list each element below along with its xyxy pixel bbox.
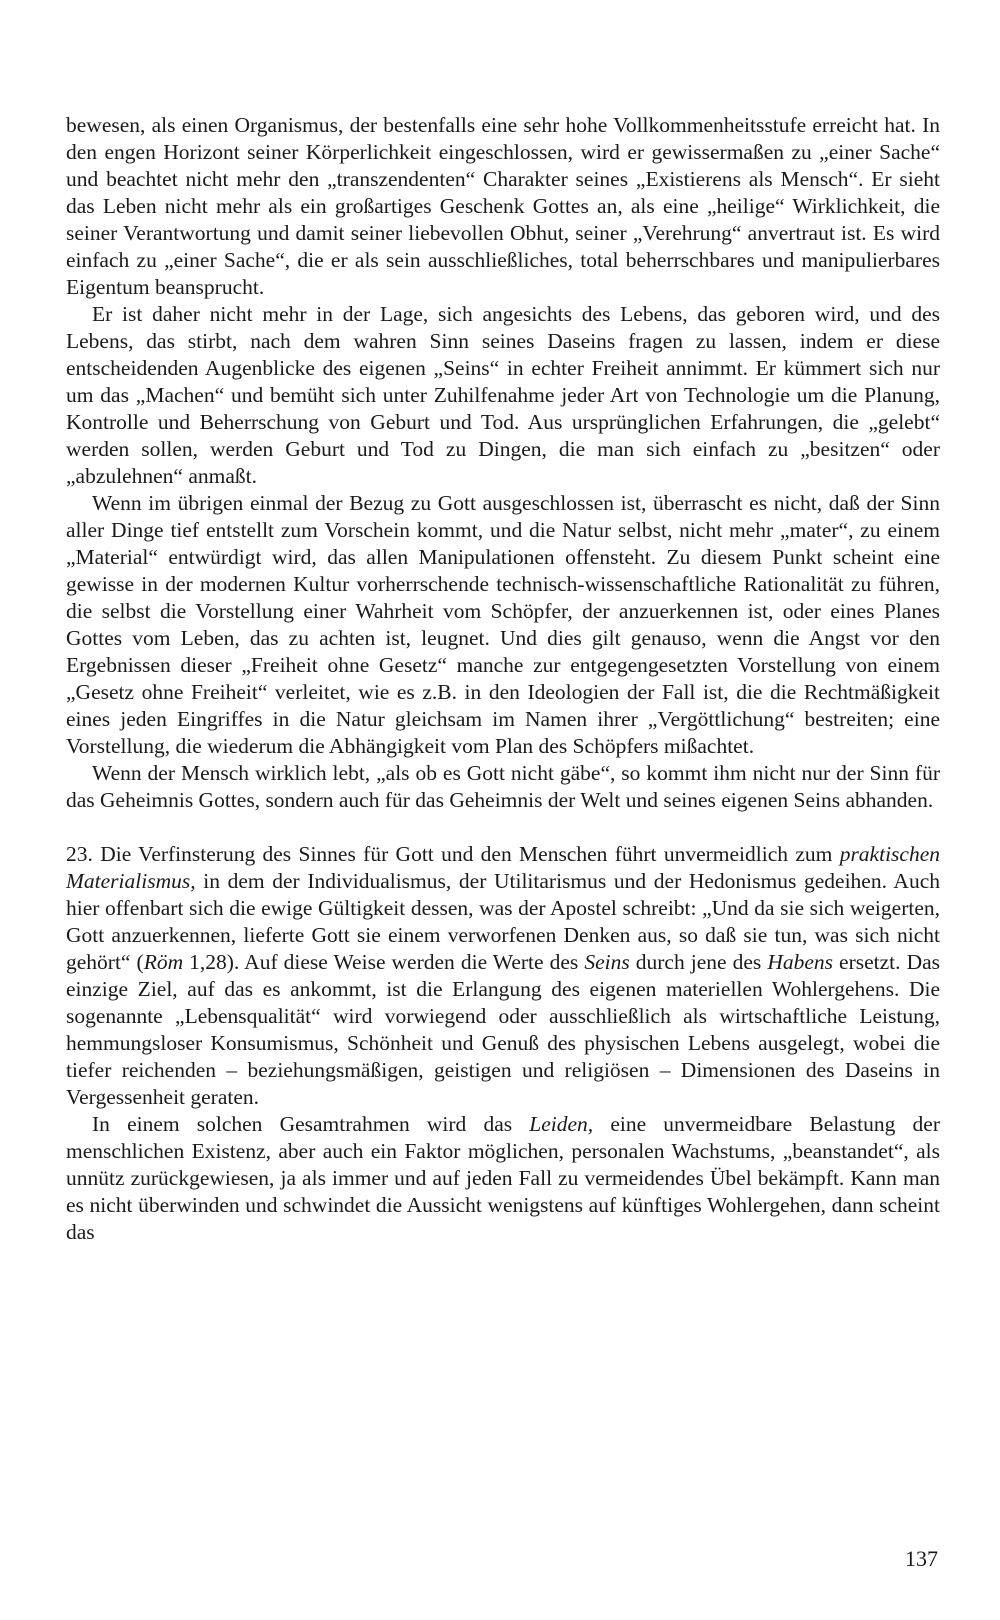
paragraph-p2 xyxy=(66,301,940,490)
italic-text: Röm xyxy=(143,950,184,974)
paragraph-text: eine unvermeidbare Belastung der menschlichen Existenz, aber auch ein Faktor möglichen, personalen Wachstums, „beanstandet“, als unnütz zurückgewiesen, ja als immer und auf jeden Fall zu vermeidendes Übel bekämpft. Kann man es nicht überwinden und schwindet die Aussicht wenigstens auf künftiges Wohlergehen, dann scheint das xyxy=(66,1112,940,1244)
italic-text: Seins xyxy=(584,950,630,974)
paragraph-p1 xyxy=(66,112,940,301)
page-body xyxy=(66,112,940,1246)
section-gap xyxy=(66,814,940,841)
paragraph-text: bewesen, als einen Organismus, der bestenfalls eine sehr hohe Vollkommenheitsstufe erreicht hat. In den engen Horizont seiner Körperlichkeit eingeschlossen, wird er gewissermaßen zu „einer Sache“ und beachtet nicht mehr den „transzendenten“ Charakter seines „Existierens als Mensch“. Er sieht das Leben nicht mehr als ein großartiges Geschenk Gottes an, als eine „heilige“ Wirklichkeit, die seiner Verantwortung und damit seiner liebevollen Obhut, seiner „Verehrung“ anvertraut ist. Es wird einfach zu „einer Sache“, die er als sein ausschließliches, total beherrschbares und manipulierbares Eigentum beansprucht. xyxy=(66,113,940,299)
paragraph-text: in dem der Individualismus, der Utilitarismus und der Hedonismus gedeihen. Auch hier offenbart sich die ewige Gültigkeit dessen, was der Apostel schreibt: „Und da sie sich weigerten, Gott anzuerkennen, lieferte Gott sie einem verworfenen Denken aus, so daß sie tun, was sich nicht gehört“ ( xyxy=(66,869,940,974)
paragraph-text: ersetzt. Das einzige Ziel, auf das es ankommt, ist die Erlangung des eigenen materiellen Wohlergehens. Die sogenannte „Lebensqualität“ wird vorwiegend oder ausschließlich als wirtschaftliche Leistung, hemmungsloser Konsumismus, Schönheit und Genuß des physischen Lebens ausgelegt, wobei die tiefer reichenden – beziehungsmäßigen, geistigen und religiösen – Dimensionen des Daseins in Vergessenheit geraten. xyxy=(66,950,941,1109)
italic-text: praktischen Materialismus, xyxy=(66,842,940,893)
paragraph-text: Wenn im übrigen einmal der Bezug zu Gott ausgeschlossen ist, überrascht es nicht, daß der Sinn aller Dinge tief entstellt zum Vorschein kommt, und die Natur selbst, nicht mehr „mater“, zu einem „Material“ entwürdigt wird, das allen Manipulationen offensteht. Zu diesem Punkt scheint eine gewisse in der modernen Kultur vorherrschende technisch-wissenschaftliche Rationalität zu führen, die selbst die Vorstellung einer Wahrheit vom Schöpfer, der anzuerkennen ist, oder eines Planes Gottes vom Leben, das zu achten ist, leugnet. Und dies gilt genauso, wenn die Angst vor den Ergebnissen dieser „Freiheit ohne Gesetz“ manche zur entgegengesetzten Vorstellung von einem „Gesetz ohne Freiheit“ verleitet, wie es z.B. in den Ideologien der Fall ist, die die Rechtmäßigkeit eines jeden Eingriffes in die Natur gleichsam im Namen ihrer „Vergöttlichung“ bestreiten; eine Vorstellung, die wiederum die Abhängigkeit vom Plan des Schöpfers mißachtet. xyxy=(66,491,940,758)
paragraph-text: In einem solchen Gesamtrahmen wird das xyxy=(92,1112,530,1136)
paragraph-text: 23. Die Verfinsterung des Sinnes für Gott und den Menschen führt unvermeidlich zum xyxy=(66,842,840,866)
paragraph-p3 xyxy=(66,490,940,760)
paragraph-text: durch jene des xyxy=(629,950,768,974)
paragraph-p5 xyxy=(66,841,940,1111)
page-number: 137 xyxy=(905,1546,938,1571)
paragraph-text: 1,28). Auf diese Weise werden die Werte des xyxy=(183,950,585,974)
italic-text: Leiden, xyxy=(529,1112,594,1136)
italic-text: Habens xyxy=(767,950,833,974)
paragraph-text: Wenn der Mensch wirklich lebt, „als ob es Gott nicht gäbe“, so kommt ihm nicht nur der Sinn für das Geheimnis Gottes, sondern auch für das Geheimnis der Welt und seines eigenen Seins abhanden. xyxy=(66,761,940,812)
paragraph-p4 xyxy=(66,760,940,814)
paragraph-p6 xyxy=(66,1111,940,1246)
paragraph-text: Er ist daher nicht mehr in der Lage, sich angesichts des Lebens, das geboren wird, und des Lebens, das stirbt, nach dem wahren Sinn seines Daseins fragen zu lassen, indem er diese entscheidenden Augenblicke des eigenen „Seins“ in echter Freiheit annimmt. Er kümmert sich nur um das „Machen“ und bemüht sich unter Zuhilfenahme jeder Art von Technologie um die Planung, Kontrolle und Beherrschung von Geburt und Tod. Aus ursprünglichen Erfahrungen, die „gelebt“ werden sollen, werden Geburt und Tod zu Dingen, die man sich einfach zu „besitzen“ oder „abzulehnen“ anmaßt. xyxy=(66,302,940,488)
